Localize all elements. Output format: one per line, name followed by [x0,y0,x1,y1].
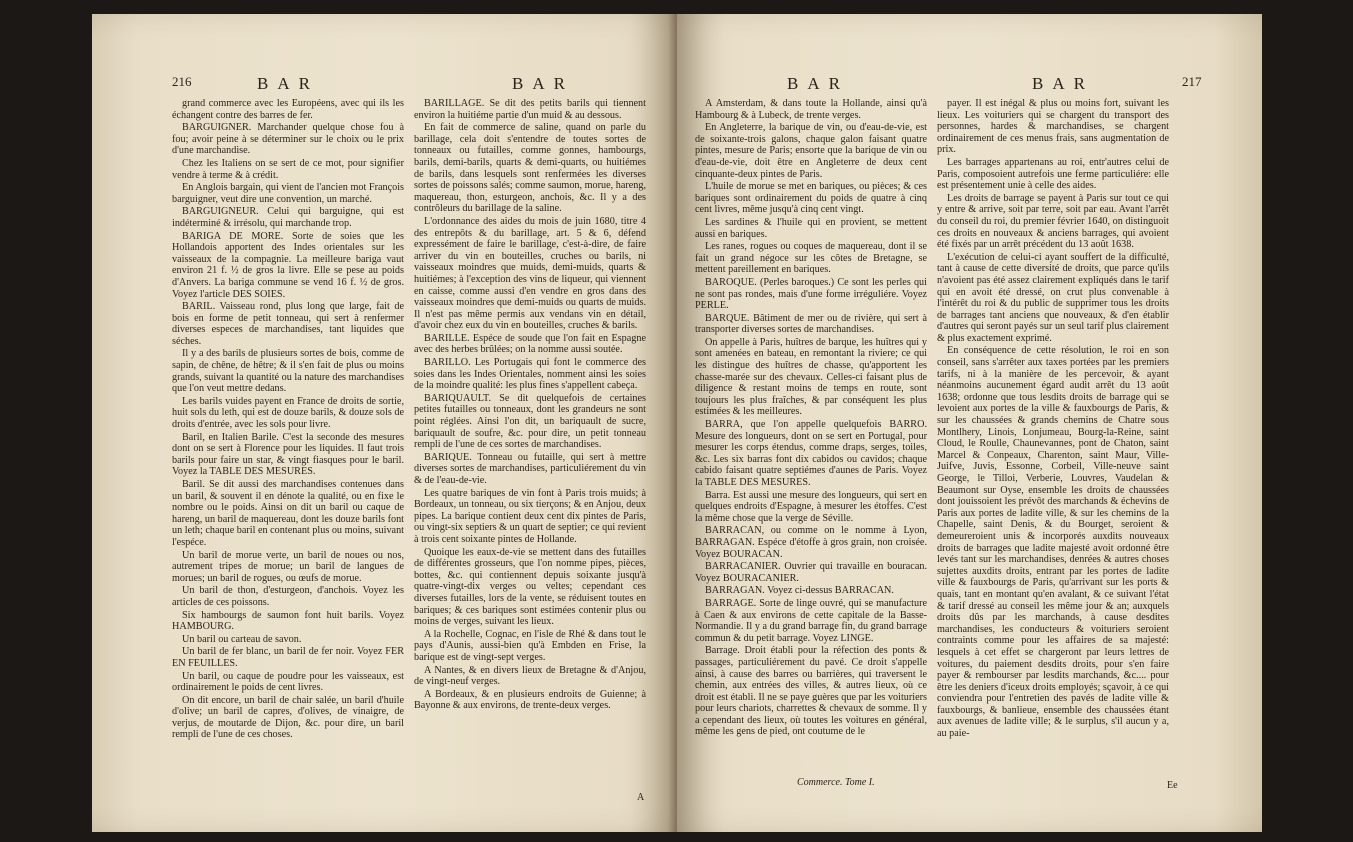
paragraph: En Angleterre, la barique de vin, ou d'eau-de-vie, est de soixante-trois galons, chaque galon faisant quatre pintes, mesure de Paris; ensorte que la barique de vin ou d'eau-de-vie, doit être en Angleterre de deux cent cinquante-deux pintes de Paris. [695,122,927,180]
text-column-right [414,98,646,788]
paragraph: BARRA, que l'on appelle quelquefois BARRO. Mesure des longueurs, dont on se sert en Portugal, pour mesurer les corps étendus, comme draps, serges, toiles, &c. Les six barras font dix cabidos ou cavidos; chaque cabido faisant quatre septiémes d'aunes de Paris. Voyez la TABLE DES MESURES. [695,419,927,488]
paragraph: Baril. Se dit aussi des marchandises contenues dans un baril, & souvent il en dénote la qualité, ou en fixe le nombre ou le poids. Ainsi on dit un baril ou caque de hareng, un baril de maquereau, dont les douze barils font un leth; chaque baril en contenant plus ou moins, suivant l'espéce. [172,479,404,548]
paragraph: Un baril de thon, d'esturgeon, d'anchois. Voyez les articles de ces poissons. [172,585,404,608]
paragraph: Un baril, ou caque de poudre pour les vaisseaux, est ordinairement le poids de cent livres. [172,670,404,694]
running-head: BAR [257,74,319,93]
paragraph: En fait de commerce de saline, quand on parle du barillage, cela doit s'entendre de toutes sortes de tonneaux ou futailles, comme gonnes, hambourgs, barils, demi-barils, quarts & demi-quarts, ou huitiémes de barils, dans lesquels sont renfermées les diverses sortes de poissons salés; comme saumon, morue, hareng, maquereau, thon, esturgeon, anchois, &c. Il y a des contrôleurs du barillage de la saline. [414,122,646,215]
paragraph: BARILLO. Les Portugais qui font le commerce des soies dans les Indes Orientales, nomment ainsi les soies de la moindre qualité: les plus fines s'appellent cabeça. [414,357,646,392]
paragraph: Il y a des barils de plusieurs sortes de bois, comme de sapin, de chêne, de hêtre; & il s'en fait de plus ou moins grands, suivant la quantité ou la nature des marchandises que l'on veut mettre dedans. [172,348,404,395]
paragraph: Quoique les eaux-de-vie se mettent dans des futailles de différentes grosseurs, que l'on nomme pipes, pièces, bottes, &c. qui contiennent depuis soixante jusqu'à quatre-vingt-dix verges ou veltes; cependant ces diverses futailles, lors de la vente, se réduisent toutes en bariques; & ces bariques sont estimées contenir plus ou moins de verges, suivant les lieux. [414,546,646,628]
running-head: BAR [512,74,574,93]
catchword: A [637,792,645,803]
paragraph: Les barrages appartenans au roi, entr'autres celui de Paris, composoient autrefois une ferme particuliére: elle est présentement unie à celle des aides. [937,156,1169,192]
paragraph: Les droits de barrage se payent à Paris sur tout ce qui y entre & arrive, soit par terre, soit par eau. Avant l'arrêt du conseil du roi, du premier février 1640, on distinguoit ces droits en nouveaux & anciens barrages, qui avoient été fixés par un arrêt précédent du 13 août 1638. [937,192,1169,251]
paragraph: BARRACAN, ou comme on le nomme à Lyon, BARRAGAN. Espéce d'étoffe à gros grain, non croisée. Voyez BOURACAN. [695,525,927,560]
footer-note: Commerce. Tome I. [797,777,875,788]
paragraph: BARIQUAULT. Se dit quelquefois de certaines petites futailles ou tonneaux, dont les grandeurs ne sont point réglées. Ainsi l'on dit, un bariquault de sucre, bariquault de soufre, &c. pour dire, un petit tonneau rempli de l'une de ces sortes de marchandises. [414,392,646,451]
paragraph: On dit encore, un baril de chair salée, un baril d'huile d'olive; un baril de capres, d'olives, de vinaigre, de verjus, de moutarde de Dijon, &c. pour dire, un baril rempli de l'une de ces choses. [172,694,404,741]
paragraph: On appelle à Paris, huîtres de barque, les huîtres qui y sont amenées en bateau, en remontant la riviere; ce qui les distingue des huîtres de chasse, qu'apportent les chasse-marée sur des chevaux. Celles-ci faisant plus de diligence & restant moins de temps en route, sont toujours les plus fraîches, & par conséquent les plus estimées & les meilleures. [695,336,927,418]
paragraph: BAROQUE. (Perles baroques.) Ce sont les perles qui ne sont pas rondes, mais d'une forme irréguliére. Voyez PERLE. [695,276,927,312]
running-head: BAR [787,74,849,93]
paragraph: A la Rochelle, Cognac, en l'isle de Rhé & dans tout le pays d'Aunis, aussi-bien qu'à Embden en Frise, la barique est de vingt-sept verges. [414,628,646,663]
paragraph: Les quatre bariques de vin font à Paris trois muids; à Bordeaux, un tonneau, ou six tierçons; & en Anjou, deux pipes. La barique contient deux cent dix pintes de Paris, ou vingt-six septiers & un quart de septier; ce qui revient à trois cent soixante pintes de Hollande. [414,487,646,545]
paragraph: BARILLAGE. Se dit des petits barils qui tiennent environ la huitiéme partie d'un muid & au dessous. [414,98,646,121]
paragraph: L'ordonnance des aides du mois de juin 1680, titre 4 des entrepôts & du barillage, art. 5 & 6, défend expressément de faire le barillage, c'est-à-dire, de faire arriver du vin en bouteilles, cruches ou barils, ni vaisseaux moindres que muids, demi-muids, quarts & huitiémes; à l'exception des vins de liqueur, qui viennent en caisse, comme aussi d'en vendre en gros dans des vaisseaux moindres que demi-muids ou quarts de muids. Il n'est pas même permis aux vendans vin en détail, d'avoir chez eux du vin en bouteilles, cruches & barils. [414,215,646,332]
paragraph: BARRAGAN. Voyez ci-dessus BARRACAN. [705,585,894,597]
right-page [677,14,1262,832]
paragraph: Barrage. Droit établi pour la réfection des ponts & passages, particuliérement du pavé. Ce droit s'appelle ainsi, à cause des barres ou barrières, qui traversent le chemin, aux entrées des villes, & autres lieux, où ce droit est établi. Il ne se paye guères que par les voituriers pour leurs chariots, charrettes & chevaux de somme. Il y a cependant des lieux, où toutes les voitures en général, même les gens de pied, ont coutume de le [695,645,927,738]
paragraph: A Amsterdam, & dans toute la Hollande, ainsi qu'à Hambourg & à Lubeck, de trente verges. [695,98,927,121]
paragraph: Les ranes, rogues ou coques de maquereau, dont il se fait un grand négoce sur les côtes de Bretagne, se mettent pareillement en bariques. [695,241,927,276]
paragraph: Un baril de fer blanc, un baril de fer noir. Voyez FER EN FEUILLES. [172,646,404,669]
page-number: 217 [1182,74,1202,89]
paragraph: En Anglois bargain, qui vient de l'ancien mot François barguigner, veut dire une convention, un marché. [172,182,404,205]
paragraph: A Nantes, & en divers lieux de Bretagne & d'Anjou, de vingt-neuf verges. [414,664,646,688]
paragraph: L'exécution de celui-ci ayant souffert de la difficulté, tant à cause de cette diversité de droits, que parce qu'ils n'avoient pas été assez clairement expliqués dans le tarif qui en avoit été dressé, on crut plus convenable à l'intérêt du roi & du public de supprimer tous les droits de barrages tant anciens que nouveaux, & d'en établir d'autres qui seront payés sur un seul tarif plus clairement & plus exactement exprimé. [937,251,1169,344]
paragraph: En conséquence de cette résolution, le roi en son conseil, sans s'arrêter aux taxes portées par les premiers tarifs, ni à la manière de les percevoir, & ayant néanmoins aucunement égard audit arrêt du 13 août 1638; ordonne que tous lesdits droits de barrage qui se levoient aux portes de la ville & fauxbourgs de Paris, & sur les chaussées & grands chemins de Chatre sous Montlhery, Linois, Lonjumeau, Bourg-la-Reine, saint Cloud, le Roulle, Chaunevannes, pont de Chaton, saint Marcel & Conpeaux, Charenton, saint Maur, Ville-Juifve, Juvis, Essonne, Corbeil, Ville-neuve saint George, le Tilloi, Verberie, Louvres, Vaudelan & Beaumont sur Oyse, ensemble les droits de chaussées dont jouissoient les prévôt des marchands & échevins de Paris aux portes de ladite ville, & sur les chemins de la Chapelle, saint Denis, & du Bourget, seroient & demeureroient unis & incorporés auxdits nouveaux droits de barrages que ladite majesté avoit ordonné être levés tant sur les marchandises, denrées & autres choses sujettes auxdits droits, entrant par les portes de ladite ville & fauxbourgs de Paris, qu'arrivant sur les ports & quais, tant en montant qu'en avalant, & ce suivant l'état & tarif dressé au conseil les même jour & an; auxquels droits dûs par les marchands, à cause desdites marchandises, les conducteurs & voituriers seroient contraints comme pour les affaires de sa majesté: lesquels à cet effet se chargeront par leurs lettres de voitures, du paiement desdits droits, pour s'en faire payer & rembourser par lesdits marchands, &c.... pour être les deniers d'iceux droits employés; sçavoir, à ce qui conviendra pour l'entretien des pavés de ladite ville & fauxbourgs, & banlieue, ensemble des chaussées étant aux avenues de ladite ville; & le surplus, s'il aucun y a, au paie- [937,345,1169,740]
paragraph: BARILLE. Espéce de soude que l'on fait en Espagne avec des herbes brûlées; on la nomme aussi soutée. [414,332,646,356]
paragraph: BARGUIGNEUR. Celui qui barguigne, qui est indéterminé & irrésolu, qui marchande trop. [172,206,404,229]
paragraph: L'huile de morue se met en bariques, ou pièces; & ces bariques sont ordinairement du poids de quatre à cinq cent livres, même jusqu'à cinq cent vingt. [695,181,927,216]
text-column-right [937,98,1169,788]
paragraph: Un baril ou carteau de savon. [182,633,302,645]
paragraph: payer. Il est inégal & plus ou moins fort, suivant les lieux. Les voituriers qui se chargent du transport des personnes, hardes & marchandises, se chargent ordinairement de ces menus frais, sans augmentation de prix. [937,98,1169,156]
paragraph: BARIQUE. Tonneau ou futaille, qui sert à mettre diverses sortes de marchandises, particuliérement du vin & de l'eau-de-vie. [414,451,646,486]
text-column-left [695,98,927,768]
catchword: Ee [1167,780,1178,791]
paragraph: BARQUE. Bâtiment de mer ou de rivière, qui sert à transporter diverses sortes de marchandises. [695,312,927,336]
paragraph: Baril, en Italien Barile. C'est la seconde des mesures dont on se sert à Florence pour les liquides. Il faut trois barils pour faire un star, & vingt fiasques pour le baril. Voyez la TABLE DES MESURES. [172,431,404,478]
paragraph: Chez les Italiens on se sert de ce mot, pour signifier vendre à terme & à crédit. [172,157,404,181]
paragraph: Barra. Est aussi une mesure des longueurs, qui sert en quelques endroits d'Espagne, à mesurer les étoffes. C'est la même chose que la verge de Séville. [695,489,927,524]
paragraph: BARRAGE. Sorte de linge ouvré, qui se manufacture à Caen & aux environs de cette capitale de la Basse-Normandie. Il y a du grand barrage fin, du grand barrage commun & du petit barrage. Voyez LINGE. [695,597,927,644]
paragraph: BARIGA DE MORE. Sorte de soies que les Hollandois apportent des Indes orientales sur les vaisseaux de la compagnie. La meilleure bariga vaut environ 21 f. ½ de gros la livre. Elle se pese au poids d'Anvers. La bariga commune se vend 16 f. ½ de gros. Voyez l'article DES SOIES. [172,230,404,300]
paragraph: BARGUIGNER. Marchander quelque chose fou à fou; avoir peine à se déterminer sur le choix ou le prix d'une marchandise. [172,122,404,157]
paragraph: Six hambourgs de saumon font huit barils. Voyez HAMBOURG. [172,609,404,633]
running-head: BAR [1032,74,1094,93]
paragraph: BARIL. Vaisseau rond, plus long que large, fait de bois en forme de petit tonneau, qui sert à renfermer diverses especes de marchandises, tant liquides que séches. [172,301,404,347]
left-page [92,14,677,832]
paragraph: Les sardines & l'huile qui en provient, se mettent aussi en bariques. [695,216,927,240]
paragraph: Un baril de morue verte, un baril de noues ou nos, autrement tripes de morue; un baril de langues de morues; un baril de rogues, ou œufs de morue. [172,549,404,584]
paragraph: BARRACANIER. Ouvrier qui travaille en bouracan. Voyez BOURACANIER. [695,561,927,584]
text-column-left [172,98,404,788]
paragraph: Les barils vuides payent en France de droits de sortie, huit sols du leth, qui est de douze barils, & douze sols de droits d'entrée, avec les sols pour livre. [172,395,404,431]
page-number: 216 [172,74,192,89]
paragraph: grand commerce avec les Européens, avec qui ils les échangent contre des barres de fer. [172,98,404,121]
paragraph: A Bordeaux, & en plusieurs endroits de Guienne; à Bayonne & aux environs, de trente-deux verges. [414,688,646,712]
